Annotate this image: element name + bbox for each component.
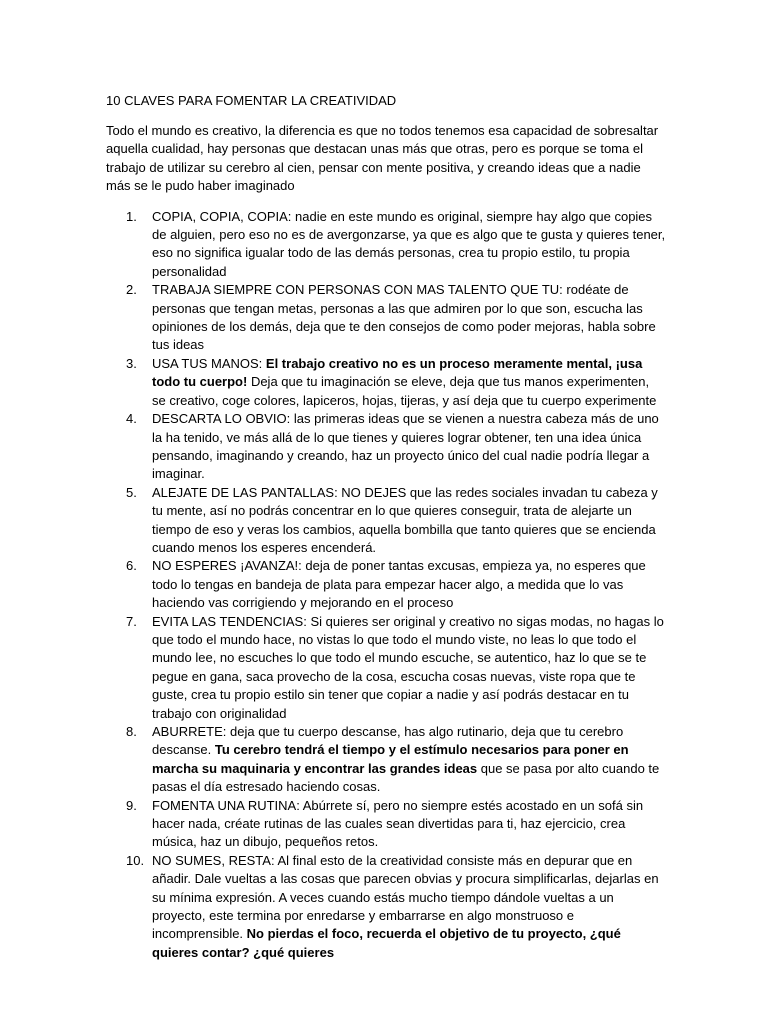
- list-item-number: 4.: [126, 411, 137, 427]
- list-item-number: 1.: [126, 208, 137, 224]
- list-item-number: 9.: [126, 797, 137, 813]
- list-item-text: COPIA, COPIA, COPIA: nadie en este mundo es original, siempre hay algo que copies de alguien, pero eso no es de avergonzarse, ya que es algo que te gusta y quieres tener, eso no significa igualar todo de las demás personas, crea tu propio estilo, tu propia personalidad: [152, 208, 666, 279]
- list-item-emphasis: El trabajo creativo no es un proceso meramente mental, ¡usa todo tu cuerpo!: [152, 355, 643, 390]
- list-item-number: 7.: [126, 613, 137, 629]
- list-item-number: 8.: [126, 724, 137, 739]
- list-item-number: 5.: [126, 484, 137, 500]
- list-item-number: 2.: [126, 282, 137, 298]
- list-item-text: FOMENTA UNA RUTINA: Abúrrete sí, pero no siempre estés acostado en un sofá sin hacer nada, créate rutinas de las cuales sean divertidas para ti, haz ejercicio, crea música, haz un dibujo, pequeños retos.: [152, 797, 644, 850]
- document-page: [106, 92, 666, 962]
- list-item-lead: NO SUMES, RESTA: Al final esto de la creatividad consiste más en depurar que en añadir. Dale vueltas a las cosas que parecen obvias y procura simplificarlas, dejarlas en su mínima expresión. A veces cuando estás mucho tiempo dándole vueltas a un proyecto, este termina por enredarse y embarrarse en algo monstruoso e incomprensible.: [152, 852, 659, 942]
- list-item: [106, 723, 666, 797]
- list-item-emphasis: Tu cerebro tendrá el tiempo y el estímulo necesarios para poner en marcha su maquinaria y encontrar las grandes ideas: [152, 742, 629, 776]
- list-item-text: TRABAJA SIEMPRE CON PERSONAS CON MAS TALENTO QUE TU: rodéate de personas que tengan metas, personas a las que admiren por lo que son, escucha las opiniones de los demás, deja que te den consejos de como poder mejoras, habla sobre tus ideas: [152, 282, 656, 353]
- list-item-text: NO ESPERES ¡AVANZA!: deja de poner tantas excusas, empieza ya, no esperes que todo lo tengas en bandeja de plata para empezar hacer algo, a medida que lo vas haciendo vas corrigiendo y mejorando en el proceso: [152, 558, 646, 611]
- list-item: [106, 410, 666, 484]
- list-item-text: [152, 724, 659, 794]
- list-item-rest: que se pasa por alto cuando te pasas el día estresado haciendo cosas.: [152, 760, 660, 795]
- list-item-rest: Deja que tu imaginación se eleve, deja que tus manos experimenten, se creativo, coge colores, lapiceros, hojas, tijeras, y así deja que tu cuerpo experimente: [152, 374, 657, 408]
- list-item: [106, 557, 666, 612]
- list-item: [106, 797, 666, 852]
- list-item-number: 10.: [126, 852, 145, 868]
- list-item: [106, 355, 666, 410]
- list-item-number: 3.: [126, 355, 137, 371]
- list-item-emphasis: No pierdas el foco, recuerda el objetivo de tu proyecto, ¿qué quieres contar? ¿qué quieres: [152, 926, 621, 960]
- tips-list: [106, 208, 666, 963]
- document-title: 10 CLAVES PARA FOMENTAR LA CREATIVIDAD: [106, 93, 397, 108]
- intro-paragraph: Todo el mundo es creativo, la diferencia es que no todos tenemos esa capacidad de sobresaltar aquella cualidad, hay personas que destacan unas más que otras, pero es porque se toma el trabajo de utilizar su cerebro al cien, pensar con mente positiva, y creando ideas que a nadie más se le pudo haber imaginado: [106, 123, 659, 194]
- list-item-text: DESCARTA LO OBVIO: las primeras ideas que se vienen a nuestra cabeza más de uno la ha tenido, ve más allá de lo que tienes y quieres lograr obtener, ten una idea única pensando, imaginando y creando, haz un proyecto único del cual nadie podría llegar a imaginar.: [152, 411, 659, 482]
- list-item-number: 6.: [126, 558, 137, 574]
- list-item: [106, 852, 666, 962]
- list-item-text: [152, 356, 656, 408]
- list-item-text: ALEJATE DE LAS PANTALLAS: NO DEJES que las redes sociales invadan tu cabeza y tu mente, así no podrás concentrar en lo que quieres conseguir, trata de alejarte un tiempo de eso y veras los cambios, aquella bombilla que tanto quieres que se encienda cuando menos los esperes encenderá.: [152, 484, 658, 555]
- list-item: [106, 613, 666, 723]
- list-item-text: EVITA LAS TENDENCIAS: Si quieres ser original y creativo no sigas modas, no hagas lo que todo el mundo hace, no vistas lo que todo el mundo viste, no leas lo que todo el mundo lee, no escuches lo que todo el mundo escuche, se autentico, haz lo que se te pegue en gana, saca provecho de la cosa, escucha cosas nuevas, viste ropa que te guste, crea tu propio estilo sin tener que copiar a nadie y así podrás destacar en tu trabajo con originalidad: [152, 613, 664, 721]
- list-item-lead: USA TUS MANOS:: [152, 355, 266, 371]
- list-item: [106, 281, 666, 355]
- list-item: [106, 484, 666, 558]
- list-item-text: [152, 853, 659, 960]
- list-item-lead: ABURRETE: deja que tu cuerpo descanse, has algo rutinario, deja que tu cerebro descanse.: [152, 724, 624, 758]
- list-item: [106, 208, 666, 282]
